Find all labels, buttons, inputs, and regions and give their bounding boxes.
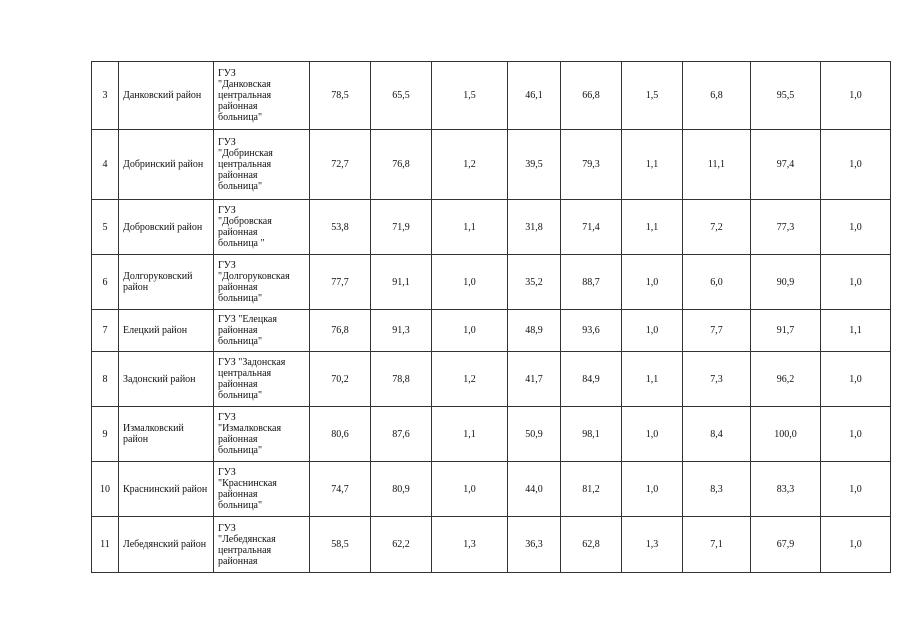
- value-cell: 71,4: [561, 200, 622, 255]
- hospital-name: ГУЗ "Данковская центральная районная больница": [214, 62, 310, 130]
- value-cell: 90,9: [751, 255, 821, 310]
- table-row: [92, 62, 891, 130]
- district-name: Задонский район: [119, 352, 214, 407]
- value-cell: 53,8: [310, 200, 371, 255]
- value-cell: 97,4: [751, 130, 821, 200]
- value-cell: 95,5: [751, 62, 821, 130]
- value-cell: 46,1: [508, 62, 561, 130]
- value-cell: 80,6: [310, 407, 371, 462]
- value-cell: 6,8: [683, 62, 751, 130]
- value-cell: 70,2: [310, 352, 371, 407]
- hospital-name: ГУЗ "Елецкая районная больница": [214, 310, 310, 352]
- row-number: 10: [92, 462, 119, 517]
- district-name: Данковский район: [119, 62, 214, 130]
- value-cell: 1,1: [432, 200, 508, 255]
- hospital-name: ГУЗ "Добровская районная больница ": [214, 200, 310, 255]
- value-cell: 1,3: [622, 517, 683, 573]
- value-cell: 1,0: [432, 255, 508, 310]
- value-cell: 7,1: [683, 517, 751, 573]
- hospital-name: ГУЗ "Задонская центральная районная больница": [214, 352, 310, 407]
- value-cell: 62,8: [561, 517, 622, 573]
- hospital-name: ГУЗ "Добринская центральная районная больница": [214, 130, 310, 200]
- hospital-name: ГУЗ "Измалковская районная больница": [214, 407, 310, 462]
- value-cell: 1,1: [432, 407, 508, 462]
- value-cell: 77,3: [751, 200, 821, 255]
- value-cell: 1,1: [821, 310, 891, 352]
- value-cell: 88,7: [561, 255, 622, 310]
- value-cell: 67,9: [751, 517, 821, 573]
- value-cell: 93,6: [561, 310, 622, 352]
- value-cell: 77,7: [310, 255, 371, 310]
- value-cell: 11,1: [683, 130, 751, 200]
- district-name: Добровский район: [119, 200, 214, 255]
- statistics-table: [91, 61, 891, 573]
- value-cell: 87,6: [371, 407, 432, 462]
- value-cell: 100,0: [751, 407, 821, 462]
- value-cell: 7,2: [683, 200, 751, 255]
- table-body: [92, 62, 891, 573]
- value-cell: 96,2: [751, 352, 821, 407]
- value-cell: 8,4: [683, 407, 751, 462]
- value-cell: 41,7: [508, 352, 561, 407]
- value-cell: 80,9: [371, 462, 432, 517]
- hospital-name: ГУЗ "Краснинская районная больница": [214, 462, 310, 517]
- value-cell: 76,8: [310, 310, 371, 352]
- value-cell: 1,0: [622, 310, 683, 352]
- value-cell: 1,0: [821, 407, 891, 462]
- value-cell: 83,3: [751, 462, 821, 517]
- value-cell: 98,1: [561, 407, 622, 462]
- value-cell: 74,7: [310, 462, 371, 517]
- table-row: [92, 352, 891, 407]
- value-cell: 91,3: [371, 310, 432, 352]
- row-number: 11: [92, 517, 119, 573]
- value-cell: 1,0: [821, 517, 891, 573]
- value-cell: 7,7: [683, 310, 751, 352]
- value-cell: 36,3: [508, 517, 561, 573]
- value-cell: 1,0: [432, 462, 508, 517]
- value-cell: 1,0: [821, 255, 891, 310]
- value-cell: 72,7: [310, 130, 371, 200]
- value-cell: 78,5: [310, 62, 371, 130]
- district-name: Измалковский район: [119, 407, 214, 462]
- value-cell: 1,2: [432, 352, 508, 407]
- table-row: [92, 255, 891, 310]
- table-row: [92, 462, 891, 517]
- table-row: [92, 200, 891, 255]
- row-number: 8: [92, 352, 119, 407]
- value-cell: 8,3: [683, 462, 751, 517]
- value-cell: 7,3: [683, 352, 751, 407]
- value-cell: 48,9: [508, 310, 561, 352]
- value-cell: 35,2: [508, 255, 561, 310]
- value-cell: 1,3: [432, 517, 508, 573]
- row-number: 4: [92, 130, 119, 200]
- value-cell: 71,9: [371, 200, 432, 255]
- table-row: [92, 130, 891, 200]
- value-cell: 1,1: [622, 352, 683, 407]
- value-cell: 1,0: [432, 310, 508, 352]
- table-row: [92, 407, 891, 462]
- value-cell: 39,5: [508, 130, 561, 200]
- value-cell: 1,1: [622, 130, 683, 200]
- value-cell: 79,3: [561, 130, 622, 200]
- district-name: Долгоруковский район: [119, 255, 214, 310]
- district-name: Лебедянский район: [119, 517, 214, 573]
- value-cell: 1,0: [821, 130, 891, 200]
- value-cell: 1,5: [622, 62, 683, 130]
- table-row: [92, 310, 891, 352]
- value-cell: 84,9: [561, 352, 622, 407]
- value-cell: 31,8: [508, 200, 561, 255]
- value-cell: 1,2: [432, 130, 508, 200]
- hospital-name: ГУЗ "Долгоруковская районная больница": [214, 255, 310, 310]
- value-cell: 66,8: [561, 62, 622, 130]
- value-cell: 1,0: [622, 407, 683, 462]
- value-cell: 1,0: [622, 255, 683, 310]
- value-cell: 1,0: [821, 462, 891, 517]
- value-cell: 1,5: [432, 62, 508, 130]
- value-cell: 91,1: [371, 255, 432, 310]
- value-cell: 1,0: [821, 352, 891, 407]
- row-number: 9: [92, 407, 119, 462]
- value-cell: 65,5: [371, 62, 432, 130]
- value-cell: 1,1: [622, 200, 683, 255]
- value-cell: 76,8: [371, 130, 432, 200]
- row-number: 3: [92, 62, 119, 130]
- value-cell: 81,2: [561, 462, 622, 517]
- value-cell: 58,5: [310, 517, 371, 573]
- row-number: 5: [92, 200, 119, 255]
- value-cell: 91,7: [751, 310, 821, 352]
- value-cell: 1,0: [622, 462, 683, 517]
- district-name: Краснинский район: [119, 462, 214, 517]
- value-cell: 1,0: [821, 62, 891, 130]
- district-name: Добринский район: [119, 130, 214, 200]
- value-cell: 1,0: [821, 200, 891, 255]
- hospital-name: ГУЗ "Лебедянская центральная районная: [214, 517, 310, 573]
- value-cell: 44,0: [508, 462, 561, 517]
- district-name: Елецкий район: [119, 310, 214, 352]
- row-number: 6: [92, 255, 119, 310]
- row-number: 7: [92, 310, 119, 352]
- value-cell: 6,0: [683, 255, 751, 310]
- value-cell: 50,9: [508, 407, 561, 462]
- table-row: [92, 517, 891, 573]
- value-cell: 62,2: [371, 517, 432, 573]
- value-cell: 78,8: [371, 352, 432, 407]
